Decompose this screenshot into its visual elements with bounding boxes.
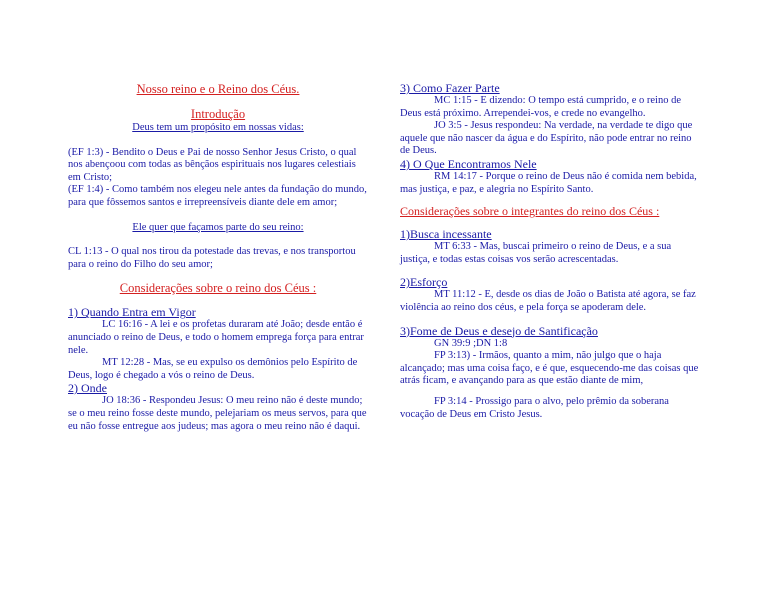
busca-heading: 1)Busca incessante bbox=[400, 227, 492, 242]
section-3-heading: 3) Como Fazer Parte bbox=[400, 81, 500, 95]
verse-fp-3-14: FP 3:14 - Prossigo para o alvo, pelo prêmio da soberana vocação de Deus em Cristo Jesus. bbox=[400, 395, 669, 420]
verse-jo-18-36: JO 18:36 - Respondeu Jesus: O meu reino não é deste mundo; se o meu reino fosse deste mundo, pelejariam os meus servos, para que eu não fosse entregue aos judeus; mas agora o meu reino não é daqui. bbox=[68, 395, 367, 432]
consideracoes-integrantes-heading: Considerações sobre o integrantes do reino dos Céus : bbox=[400, 204, 660, 219]
left-column bbox=[68, 82, 368, 433]
verse-ef-1-3: (EF 1:3) - Bendito o Deus e Pai de nosso Senhor Jesus Cristo, o qual nos abençoou com todas as bênçãos espirituais nos lugares celestiais em Cristo; bbox=[68, 146, 357, 183]
section-1-heading: 1) Quando Entra em Vigor bbox=[68, 305, 196, 320]
verse-ef-1-4: (EF 1:4) - Como também nos elegeu nele antes da fundação do mundo, para que fôssemos santos e irrepreensíveis diante dele em amor; bbox=[68, 184, 367, 208]
verse-fp-3-13: FP 3:13) - Irmãos, quanto a mim, não julgo que o haja alcançado; mas uma coisa faço, e é que, esquecendo-me das coisas que atrás ficam, e avançando para as que estão diante de mim, bbox=[400, 350, 699, 387]
verse-mc-1-15: MC 1:15 - E dizendo: O tempo está cumprido, e o reino de Deus está próximo. Arrependei-vos, e crede no evangelho. bbox=[400, 95, 681, 119]
verse-jo-3-5: JO 3:5 - Jesus respondeu: Na verdade, na verdade te digo que aquele que não nascer da água e do Espírito, não pode entrar no reino de Deus. bbox=[400, 120, 693, 157]
verse-mt-12-28: MT 12:28 - Mas, se eu expulso os demônios pelo Espírito de Deus, logo é chegado a vós o reino de Deus. bbox=[68, 357, 358, 381]
verse-mt-11-12: MT 11:12 - E, desde os dias de João o Batista até agora, se faz violência ao reino dos céus, e pela força se apoderam dele. bbox=[400, 289, 696, 313]
intro-heading: Introdução bbox=[190, 107, 246, 121]
ele-quer-heading: Ele quer que façamos parte do seu reino: bbox=[132, 221, 304, 233]
section-4-heading: 4) O Que Encontramos Nele bbox=[400, 156, 537, 171]
verse-rm-14-17: RM 14:17 - Porque o reino de Deus não é comida nem bebida, mas justiça, e paz, e alegria no Espírito Santo. bbox=[400, 170, 697, 195]
verse-lc-16-16: LC 16:16 - A lei e os profetas duraram até João; desde então é anunciado o reino de Deus, e todo o homem emprega força para entrar nele. bbox=[68, 319, 364, 356]
document-title: Nosso reino e o Reino dos Céus. bbox=[136, 82, 300, 96]
right-column bbox=[400, 82, 702, 421]
verse-mt-6-33: MT 6:33 - Mas, buscai primeiro o reino de Deus, e a sua justiça, e todas estas coisas vos serão acrescentadas. bbox=[400, 241, 672, 265]
intro-subheading: Deus tem um propósito em nossas vidas: bbox=[132, 122, 304, 133]
fome-heading: 3)Fome de Deus e desejo de Santificação bbox=[400, 323, 598, 338]
esforco-heading: 2)Esforço bbox=[400, 275, 448, 290]
verse-gn-39-9: GN 39:9 ;DN 1:8 bbox=[434, 337, 508, 349]
verse-cl-1-13: CL 1:13 - O qual nos tirou da potestade das trevas, e nos transportou para o reino do Filho do seu amor; bbox=[68, 246, 356, 270]
consideracoes-heading: Considerações sobre o reino dos Céus : bbox=[119, 281, 317, 296]
section-2-heading: 2) Onde bbox=[68, 381, 107, 396]
